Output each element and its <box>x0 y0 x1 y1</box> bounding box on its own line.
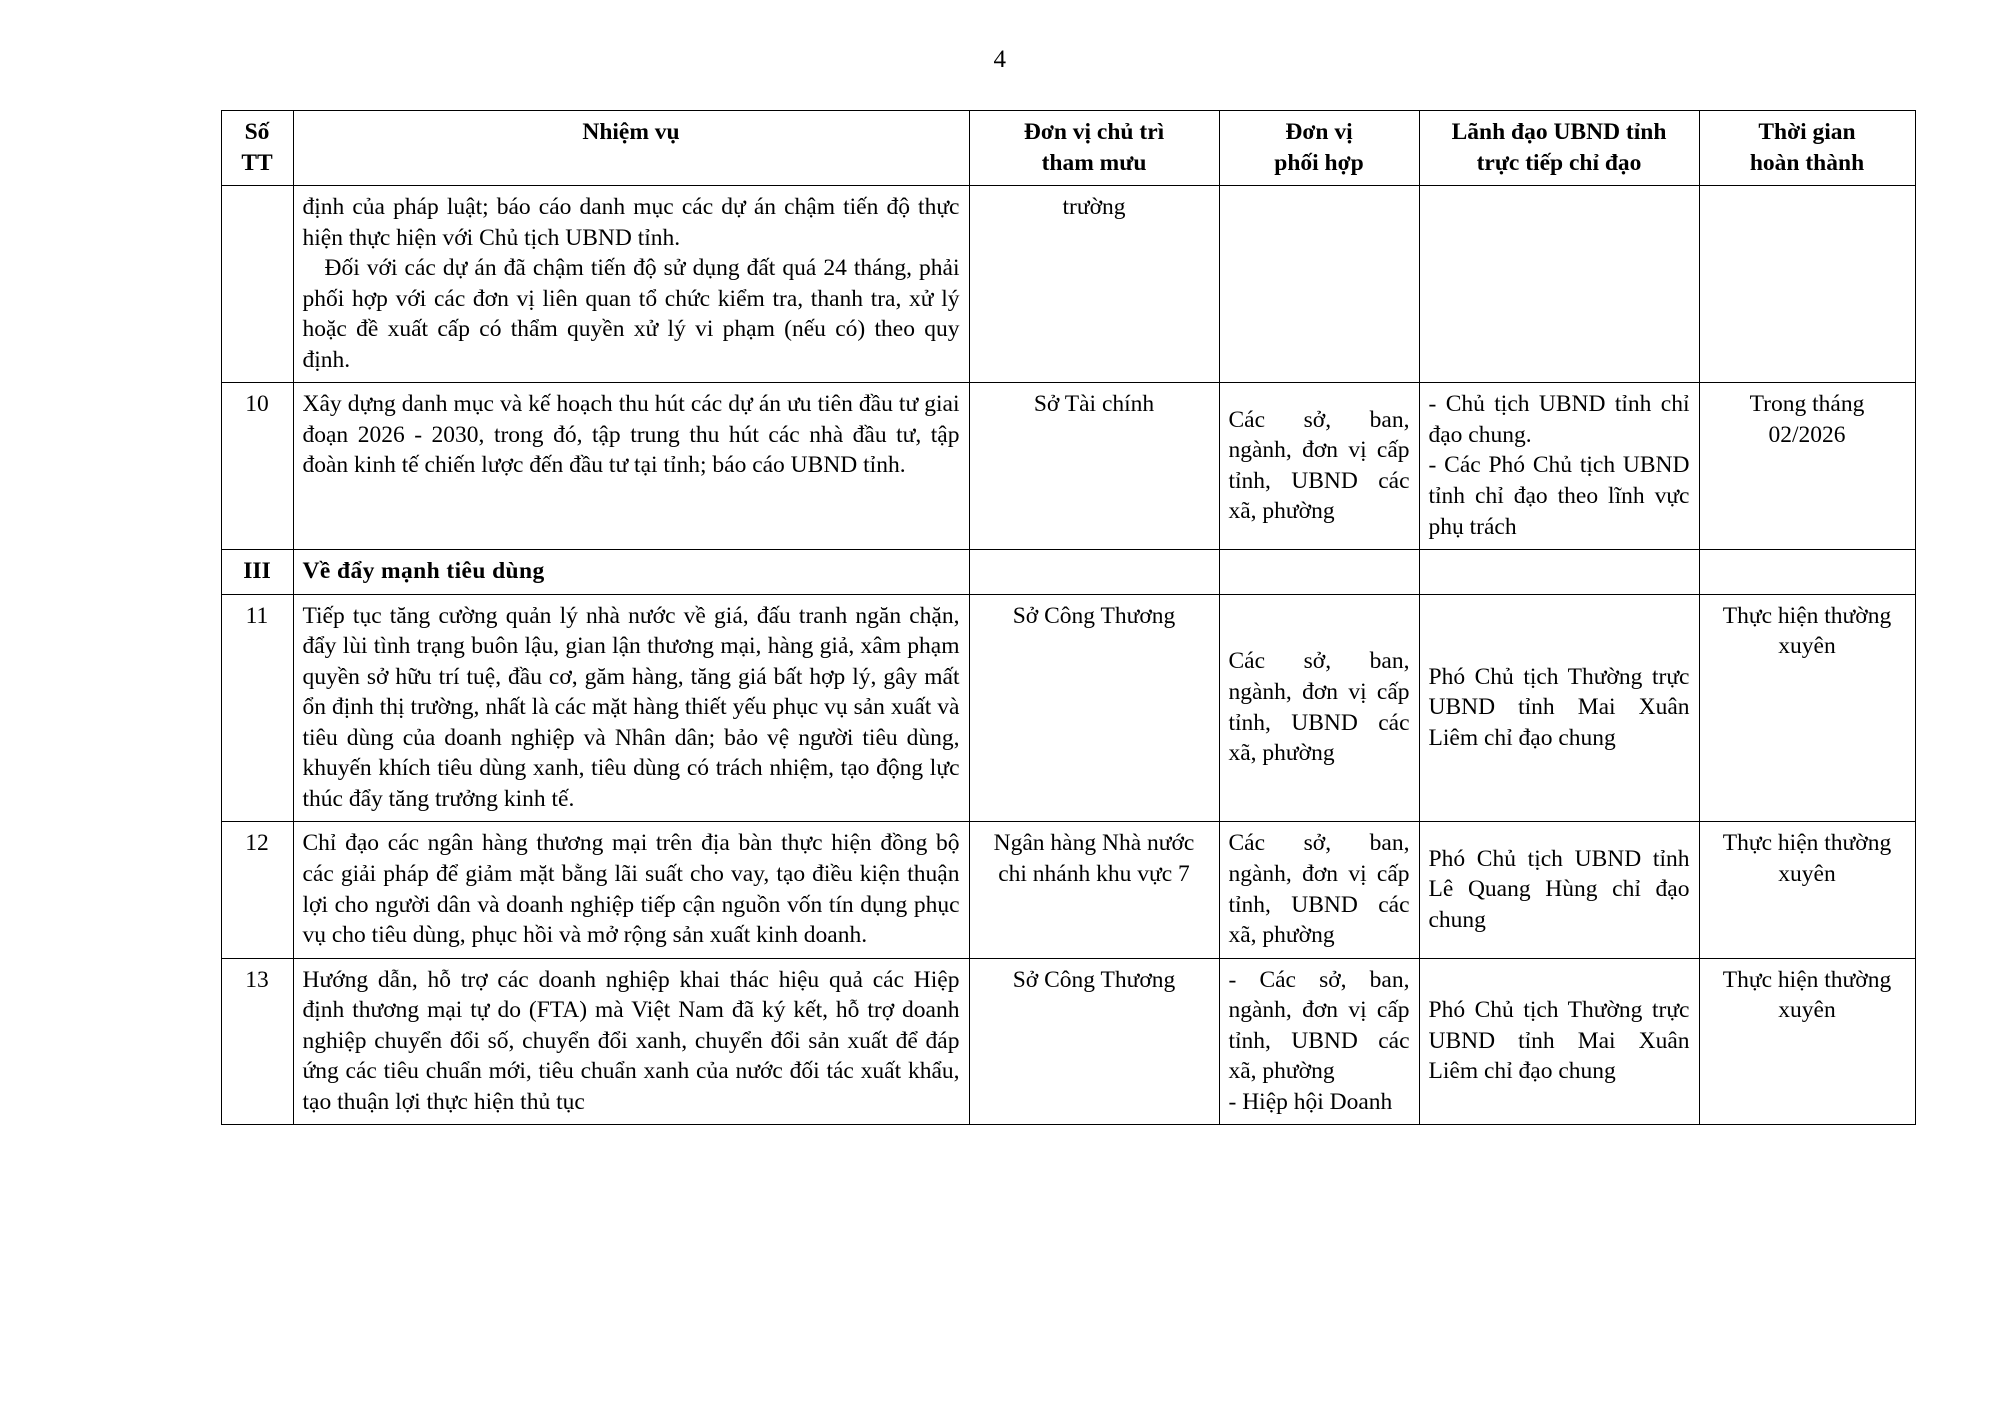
cell-lead-unit: Sở Công Thương <box>969 594 1219 822</box>
cell-stt: 10 <box>221 383 293 550</box>
cell-lead-unit: Sở Tài chính <box>969 383 1219 550</box>
cell-lead-unit: Ngân hàng Nhà nước chi nhánh khu vực 7 <box>969 822 1219 958</box>
cell-lead-unit: Sở Công Thương <box>969 958 1219 1125</box>
cell-task <box>293 186 969 383</box>
cell-leadership: Phó Chủ tịch Thường trực UBND tỉnh Mai Xuân Liêm chỉ đạo chung <box>1419 594 1699 822</box>
tasks-table <box>221 110 1916 1125</box>
table-container <box>87 110 1914 1125</box>
cell-lead-unit: trường <box>969 186 1219 383</box>
table-body <box>221 186 1915 1125</box>
table-row <box>221 383 1915 550</box>
column-header-task <box>293 111 969 186</box>
column-header-deadline <box>1699 111 1915 186</box>
cell-section-title: Về đẩy mạnh tiêu dùng <box>293 550 969 595</box>
task-paragraph-1: Chỉ đạo các ngân hàng thương mại trên địa bàn thực hiện đồng bộ các giải pháp để giảm mặt bằng lãi suất cho vay, tạo điều kiện thuận lợi cho người dân và doanh nghiệp tiếp cận nguồn vốn tín dụng phục vụ cho tiêu dùng, phục hồi và mở rộng sản xuất kinh doanh. <box>302 830 960 949</box>
cell-stt: 11 <box>221 594 293 822</box>
header-stt-line1: Số <box>244 119 270 145</box>
cell-leadership <box>1419 550 1699 595</box>
task-paragraph-2: Đối với các dự án đã chậm tiến độ sử dụng đất quá 24 tháng, phải phối hợp với các đơn vị liên quan tổ chức kiểm tra, thanh tra, xử lý hoặc đề xuất cấp có thẩm quyền xử lý vi phạm (nếu có) theo quy định. <box>302 255 960 373</box>
column-header-leadership <box>1419 111 1699 186</box>
cell-task <box>293 594 969 822</box>
cell-coordinating-unit <box>1219 958 1419 1125</box>
cell-coordinating-unit: Các sở, ban, ngành, đơn vị cấp tỉnh, UBND các xã, phường <box>1219 822 1419 958</box>
task-paragraph-1: Hướng dẫn, hỗ trợ các doanh nghiệp khai thác hiệu quả các Hiệp định thương mại tự do (FTA) mà Việt Nam đã ký kết, hỗ trợ doanh nghiệp chuyển đổi số, chuyển đổi xanh, chuyển đổi sản xuất để đáp ứng các tiêu chuẩn mới, tiêu chuẩn xanh của nước đối tác xuất khẩu, tạo thuận lợi thực hiện thủ tục <box>302 966 960 1115</box>
header-thoigian-line1: Thời gian <box>1758 119 1856 145</box>
cell-leadership: Phó Chủ tịch Thường trực UBND tỉnh Mai Xuân Liêm chỉ đạo chung <box>1419 958 1699 1125</box>
coordinating-paragraph-2: - Hiệp hội Doanh <box>1228 1088 1393 1115</box>
cell-coordinating-unit: Các sở, ban, ngành, đơn vị cấp tỉnh, UBND các xã, phường <box>1219 594 1419 822</box>
header-thoigian-line2: hoàn thành <box>1749 149 1865 176</box>
cell-task <box>293 383 969 550</box>
cell-deadline: Thực hiện thường xuyên <box>1699 958 1915 1125</box>
task-paragraph-1: Xây dựng danh mục và kế hoạch thu hút các dự án ưu tiên đầu tư giai đoạn 2026 - 2030, trong đó, tập trung thu hút các nhà đầu tư, tập đoàn kinh tế chiến lược đến đầu tư tại tỉnh; báo cáo UBND tỉnh. <box>302 391 960 479</box>
cell-deadline: Thực hiện thường xuyên <box>1699 822 1915 958</box>
cell-section-number: III <box>221 550 293 595</box>
leadership-paragraph-2: - Các Phó Chủ tịch UBND tỉnh chỉ đạo theo lĩnh vực phụ trách <box>1428 452 1690 540</box>
table-row <box>221 186 1915 383</box>
header-stt-line2: TT <box>241 149 273 176</box>
header-lanhdao-line1: Lãnh đạo UBND tỉnh <box>1451 119 1667 145</box>
coordinating-paragraph-1: - Các sở, ban, ngành, đơn vị cấp tỉnh, UBND các xã, phường <box>1228 966 1410 1085</box>
cell-stt: 13 <box>221 958 293 1125</box>
column-header-stt <box>221 111 293 186</box>
cell-leadership <box>1419 186 1699 383</box>
cell-leadership: Phó Chủ tịch UBND tỉnh Lê Quang Hùng chỉ đạo chung <box>1419 822 1699 958</box>
cell-deadline <box>1699 186 1915 383</box>
header-lanhdao-line2: trực tiếp chỉ đạo <box>1476 149 1642 176</box>
page-number: 4 <box>993 46 1007 73</box>
cell-task <box>293 958 969 1125</box>
cell-stt: 12 <box>221 822 293 958</box>
cell-stt <box>221 186 293 383</box>
task-paragraph-1: Tiếp tục tăng cường quản lý nhà nước về giá, đấu tranh ngăn chặn, đẩy lùi tình trạng buôn lậu, gian lận thương mại, hàng giả, xâm phạm quyền sở hữu trí tuệ, đầu cơ, găm hàng, tăng giá bất hợp lý, gây mất ổn định thị trường, nhất là các mặt hàng thiết yếu phục vụ sản xuất và tiêu dùng của doanh nghiệp và Nhân dân; bảo vệ người tiêu dùng, khuyến khích tiêu dùng xanh, tiêu dùng có trách nhiệm, tạo động lực thúc đẩy tăng trưởng kinh tế. <box>302 602 960 812</box>
cell-deadline: Trong tháng 02/2026 <box>1699 383 1915 550</box>
leadership-paragraph-1: - Chủ tịch UBND tỉnh chỉ đạo chung. <box>1428 391 1690 448</box>
table-section-row <box>221 550 1915 595</box>
header-phoihop-line1: Đơn vị <box>1285 119 1353 145</box>
cell-deadline <box>1699 550 1915 595</box>
table-header <box>221 111 1915 186</box>
table-row <box>221 958 1915 1125</box>
table-header-row <box>221 111 1915 186</box>
cell-leadership <box>1419 383 1699 550</box>
cell-coordinating-unit: Các sở, ban, ngành, đơn vị cấp tỉnh, UBND các xã, phường <box>1219 383 1419 550</box>
table-row <box>221 822 1915 958</box>
cell-deadline: Thực hiện thường xuyên <box>1699 594 1915 822</box>
header-chutri-line2: tham mưu <box>1041 149 1147 176</box>
task-paragraph-1: định của pháp luật; báo cáo danh mục các dự án chậm tiến độ thực hiện thực hiện với Chủ tịch UBND tỉnh. <box>302 194 960 251</box>
header-chutri-line1: Đơn vị chủ trì <box>1023 119 1165 145</box>
column-header-coordinating-unit <box>1219 111 1419 186</box>
cell-coordinating-unit <box>1219 550 1419 595</box>
cell-coordinating-unit <box>1219 186 1419 383</box>
table-row <box>221 594 1915 822</box>
column-header-lead-unit <box>969 111 1219 186</box>
header-task-line1: Nhiệm vụ <box>582 119 680 145</box>
header-phoihop-line2: phối hợp <box>1274 149 1364 176</box>
cell-task <box>293 822 969 958</box>
cell-lead-unit <box>969 550 1219 595</box>
